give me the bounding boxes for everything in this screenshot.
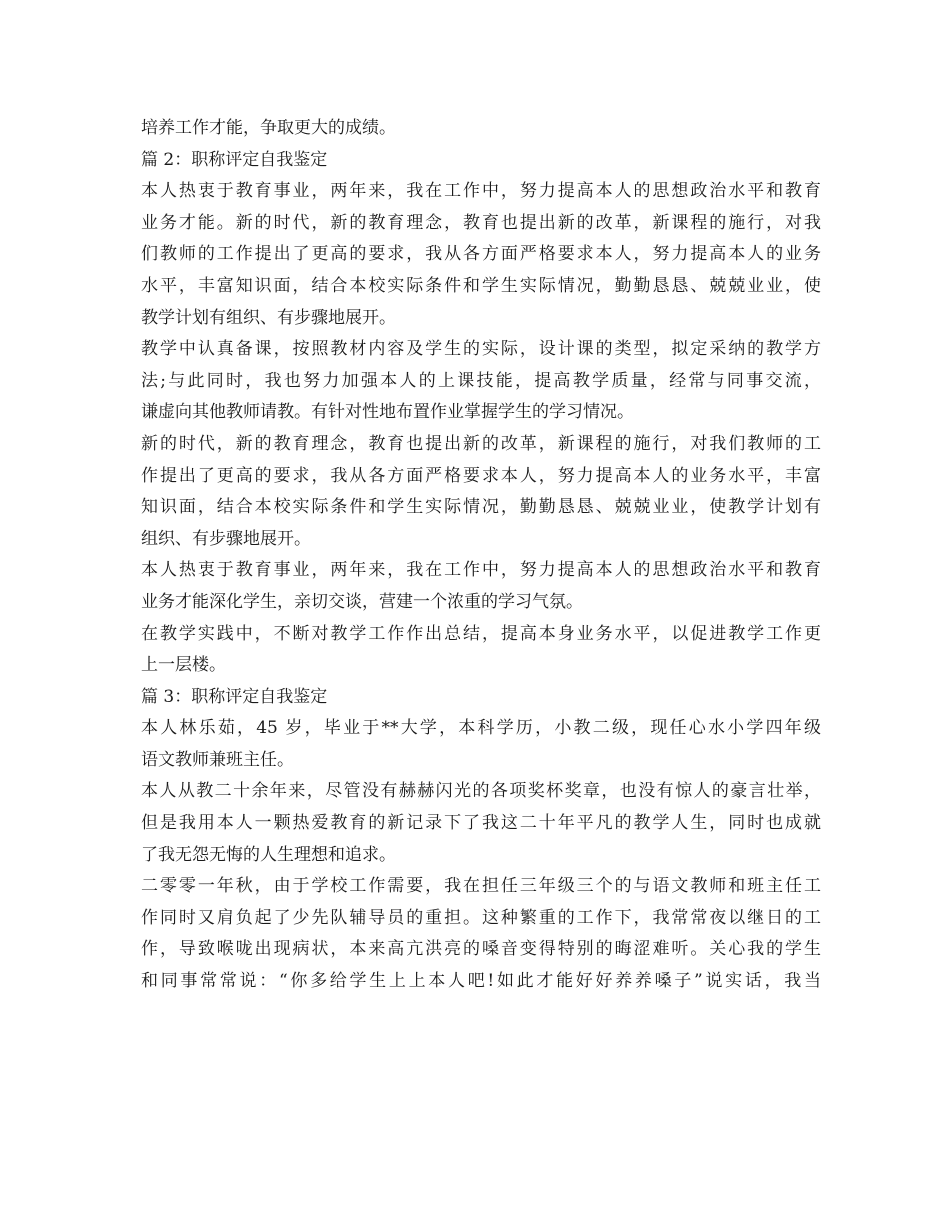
- text-line: 语文教师兼班主任。: [141, 749, 294, 770]
- text-line: 本人从教二十余年来，尽管没有赫赫闪光的各项奖杯奖章，也没有惊人的豪言壮举，: [141, 781, 821, 802]
- text-line: 谦虚向其他教师请教。有针对性地布置作业掌握学生的学习情况。: [141, 402, 634, 423]
- text-line: 二零零一年秋，由于学校工作需要，我在担任三年级三个的与语文教师和班主任工: [141, 876, 821, 897]
- text-line: 法;与此同时，我也努力加强本人的上课技能，提高教学质量，经常与同事交流，: [141, 370, 821, 391]
- text-line: 上一层楼。: [141, 655, 226, 676]
- text-line: 篇 3：职称评定自我鉴定: [141, 686, 328, 707]
- text-line: 本人林乐茹，45 岁，毕业于**大学，本科学历，小教二级，现任心水小学四年级: [141, 718, 821, 739]
- text-line: 教学计划有组织、有步骤地展开。: [141, 307, 396, 328]
- text-line: 新的时代，新的教育理念，教育也提出新的改革，新课程的施行，对我们教师的工: [141, 433, 821, 454]
- text-line: 组织、有步骤地展开。: [141, 528, 311, 549]
- text-line: 作提出了更高的要求，我从各方面严格要求本人，努力提高本人的业务水平，丰富: [141, 465, 821, 486]
- text-line: 作同时又肩负起了少先队辅导员的重担。这种繁重的工作下，我常常夜以继日的工: [141, 907, 821, 928]
- text-line: 教学中认真备课，按照教材内容及学生的实际，设计课的类型，拟定采纳的教学方: [141, 339, 821, 360]
- text-line: 在教学实践中，不断对教学工作作出总结，提高本身业务水平，以促进教学工作更: [141, 623, 821, 644]
- text-line: 们教师的工作提出了更高的要求，我从各方面严格要求本人，努力提高本人的业务: [141, 244, 821, 265]
- text-line: 水平，丰富知识面，结合本校实际条件和学生实际情况，勤勤恳恳、兢兢业业，使: [141, 275, 821, 296]
- text-line: 作，导致喉咙出现病状，本来高亢洪亮的嗓音变得特别的晦涩难听。关心我的学生: [141, 939, 821, 960]
- text-line: 本人热衷于教育事业，两年来，我在工作中，努力提高本人的思想政治水平和教育: [141, 181, 821, 202]
- text-line: 业务才能。新的时代，新的教育理念，教育也提出新的改革，新课程的施行，对我: [141, 212, 821, 233]
- text-line: 了我无怨无悔的人生理想和追求。: [141, 844, 396, 865]
- text-line: 和同事常常说：“你多给学生上上本人吧!如此才能好好养养嗓子”说实话，我当: [141, 971, 821, 992]
- text-line: 但是我用本人一颗热爱教育的新记录下了我这二十年平凡的教学人生，同时也成就: [141, 813, 821, 834]
- text-line: 知识面，结合本校实际条件和学生实际情况，勤勤恳恳、兢兢业业，使教学计划有: [141, 497, 821, 518]
- document-body: [141, 113, 821, 998]
- text-line: 培养工作才能，争取更大的成绩。: [141, 118, 396, 138]
- text-line: 业务才能深化学生，亲切交谈，营建一个浓重的学习气氛。: [141, 591, 583, 612]
- text-line: 本人热衷于教育事业，两年来，我在工作中，努力提高本人的思想政治水平和教育: [141, 560, 821, 581]
- text-line: 篇 2：职称评定自我鉴定: [141, 149, 328, 170]
